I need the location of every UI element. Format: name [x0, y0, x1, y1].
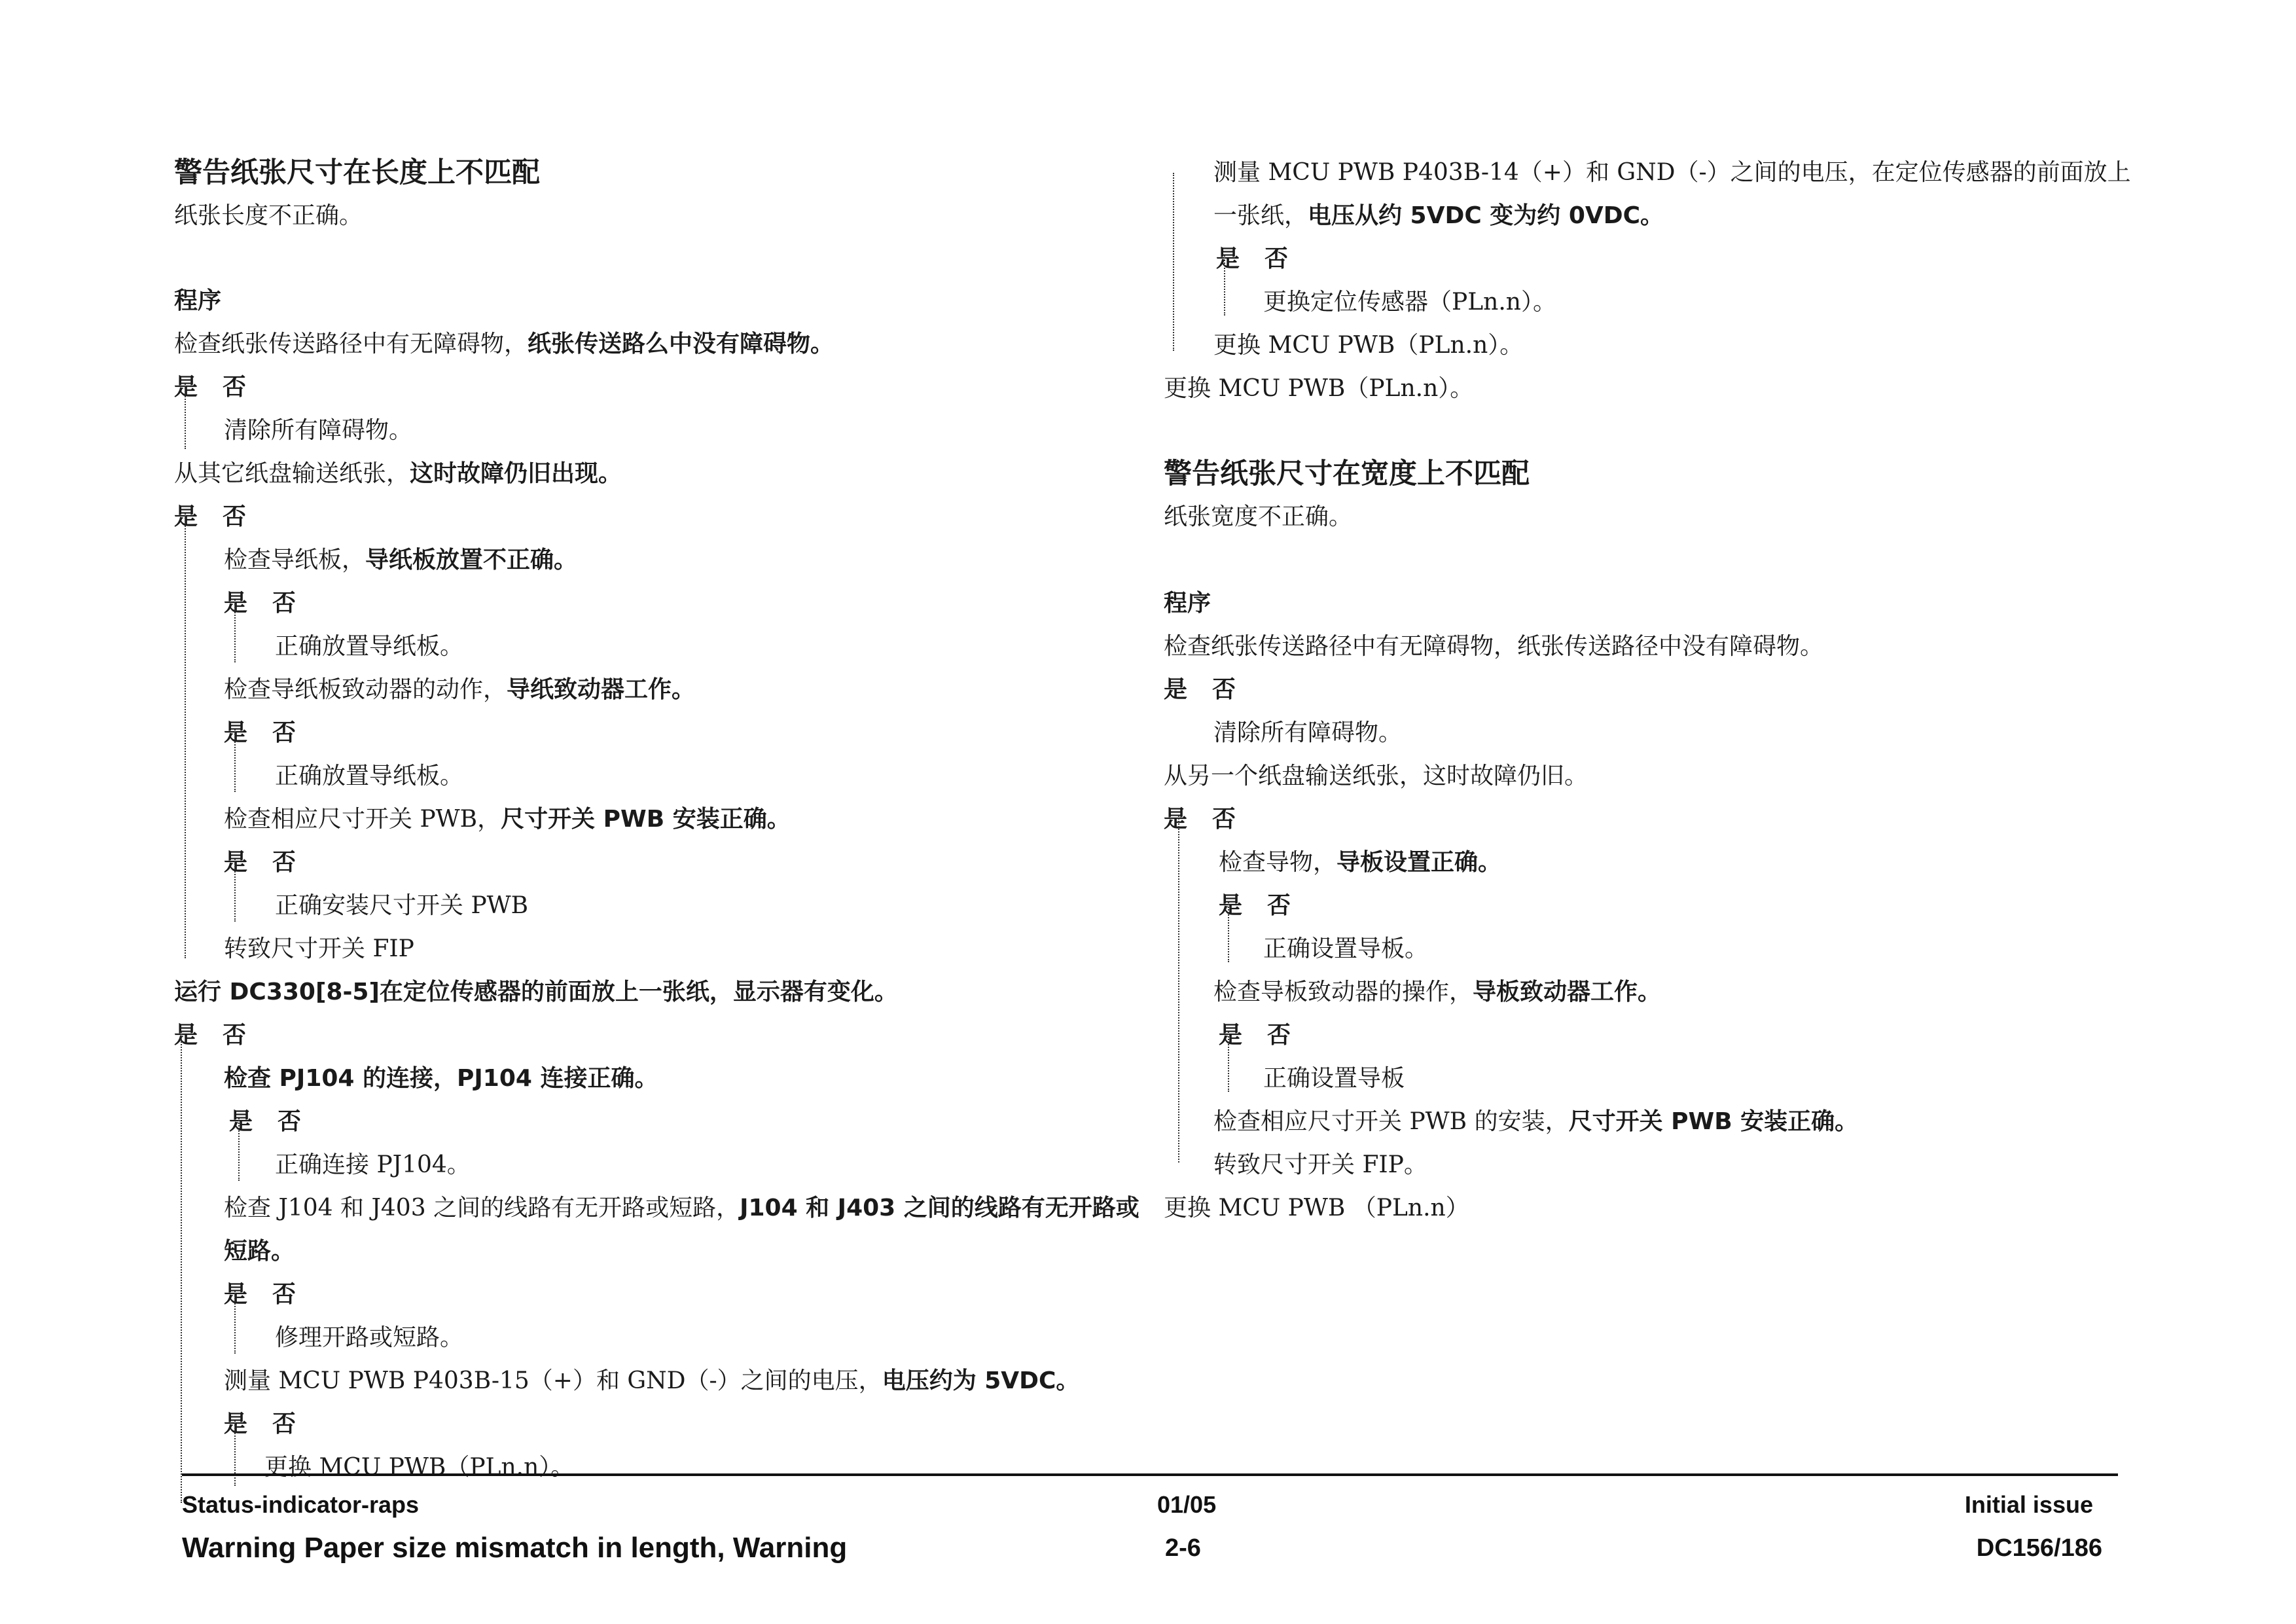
yes-no-label: 是 否: [174, 1022, 247, 1049]
step-check-actuator: 检查导纸板致动器的动作，导纸致动器工作。: [224, 676, 696, 703]
footer-date: 01/05: [1157, 1491, 1217, 1518]
step-replace-mcu-right: 更换 MCU PWB （PLn.n）: [1164, 1195, 1469, 1221]
section-title-length: 警告纸张尺寸在长度上不匹配: [174, 156, 540, 189]
procedure-label-left: 程序: [174, 287, 222, 314]
step-install-switch: 正确安装尺寸开关 PWB: [275, 892, 529, 919]
yes-no-label: 是 否: [1219, 1022, 1291, 1049]
step-check-pj104: 检查 PJ104 的连接，PJ104 连接正确。: [224, 1065, 658, 1092]
section-intro-length: 纸张长度不正确。: [174, 202, 363, 229]
footer-model: DC156/186: [1976, 1534, 2102, 1562]
step-measure-p403b14: 测量 MCU PWB P403B-14（+）和 GND（-）之间的电压，在定位传感器的前面放上: [1213, 159, 2131, 186]
step-replace-mcu: 更换 MCU PWB（PLn.n）。: [264, 1454, 575, 1481]
flow-connector: [1173, 173, 1174, 351]
footer-section: Status-indicator-raps: [182, 1491, 420, 1518]
yes-no-label: 是 否: [224, 590, 296, 617]
flow-connector: [1228, 902, 1229, 962]
step-check-wiring: 检查 J104 和 J403 之间的线路有无开路或短路，J104 和 J403 之间的线路有无开路或: [224, 1195, 1139, 1221]
step-clear-obstacles-right: 清除所有障碍物。: [1213, 719, 1403, 746]
step-clear-obstacles: 清除所有障碍物。: [224, 417, 413, 444]
yes-no-label: 是 否: [229, 1108, 302, 1135]
step-other-tray-right: 从另一个纸盘输送纸张，这时故障仍旧。: [1164, 763, 1588, 789]
flow-connector: [238, 1118, 240, 1181]
yes-no-label: 是 否: [224, 719, 296, 746]
flow-connector: [234, 1420, 236, 1486]
step-check-size-switch: 检查相应尺寸开关 PWB，尺寸开关 PWB 安装正确。: [224, 806, 791, 833]
flow-connector: [181, 1032, 182, 1503]
flow-connector: [1178, 816, 1179, 1163]
section-intro-width: 纸张宽度不正确。: [1164, 503, 1353, 530]
step-place-guide: 正确放置导纸板。: [275, 633, 464, 660]
yes-no-label: 是 否: [174, 374, 247, 401]
yes-no-label: 是 否: [224, 1411, 296, 1437]
step-run-dc330: 运行 DC330[8-5]在定位传感器的前面放上一张纸，显示器有变化。: [174, 979, 898, 1005]
step-measure-p403b15: 测量 MCU PWB P403B-15（+）和 GND（-）之间的电压，电压约为 5VDC。: [224, 1367, 1080, 1394]
footer-subtitle: Warning Paper size mismatch in length, Warning: [182, 1532, 848, 1564]
step-check-actuator-right: 检查导板致动器的操作，导板致动器工作。: [1213, 979, 1662, 1005]
step-check-path-right: 检查纸张传送路径中有无障碍物，纸张传送路径中没有障碍物。: [1164, 633, 1824, 660]
yes-no-label: 是 否: [224, 1281, 296, 1308]
step-replace-mcu-2: 更换 MCU PWB（PLn.n）。: [1213, 332, 1524, 359]
yes-no-label: 是 否: [1164, 676, 1236, 703]
footer-page-number: 2-6: [1165, 1534, 1201, 1562]
yes-no-label: 是 否: [174, 503, 247, 530]
procedure-label-right: 程序: [1164, 590, 1211, 617]
step-check-size-switch-right: 检查相应尺寸开关 PWB 的安装，尺寸开关 PWB 安装正确。: [1213, 1108, 1859, 1135]
flow-connector: [234, 729, 236, 792]
yes-no-label: 是 否: [1219, 892, 1291, 919]
step-check-guide-right: 检查导物，导板设置正确。: [1219, 849, 1502, 876]
flow-connector: [185, 513, 186, 958]
yes-no-label: 是 否: [1216, 245, 1289, 272]
step-check-path: 检查纸张传送路径中有无障碍物，纸张传送路么中没有障碍物。: [174, 331, 834, 357]
step-goto-fip-right: 转致尺寸开关 FIP。: [1213, 1151, 1427, 1178]
section-title-width: 警告纸张尺寸在宽度上不匹配: [1164, 458, 1530, 490]
step-place-guide-2: 正确放置导纸板。: [275, 763, 464, 789]
flow-connector: [234, 1291, 236, 1354]
yes-no-label: 是 否: [224, 849, 296, 876]
flow-connector: [1224, 255, 1225, 316]
step-other-tray: 从其它纸盘输送纸张，这时故障仍旧出现。: [174, 460, 622, 487]
flow-connector: [234, 859, 236, 922]
step-connect-pj104: 正确连接 PJ104。: [275, 1151, 471, 1178]
footer-rule: [182, 1473, 2118, 1476]
step-check-guide: 检查导纸板，导纸板放置不正确。: [224, 547, 578, 573]
step-measure-p403b14-cont: 一张纸，电压从约 5VDC 变为约 0VDC。: [1213, 202, 1664, 229]
flow-connector: [185, 384, 186, 449]
step-repair-wiring: 修理开路或短路。: [275, 1324, 464, 1351]
yes-no-label: 是 否: [1164, 806, 1236, 833]
step-set-guide: 正确设置导板。: [1263, 935, 1429, 962]
flow-connector: [1228, 1032, 1229, 1092]
step-goto-fip: 转致尺寸开关 FIP: [224, 935, 414, 962]
step-set-guide-2: 正确设置导板: [1263, 1065, 1405, 1092]
step-replace-sensor: 更换定位传感器（PLn.n）。: [1263, 289, 1556, 316]
step-replace-mcu-3: 更换 MCU PWB（PLn.n）。: [1164, 375, 1474, 402]
flow-connector: [234, 600, 236, 662]
step-check-wiring-cont: 短路。: [224, 1238, 295, 1265]
footer-issue: Initial issue: [1964, 1491, 2093, 1518]
